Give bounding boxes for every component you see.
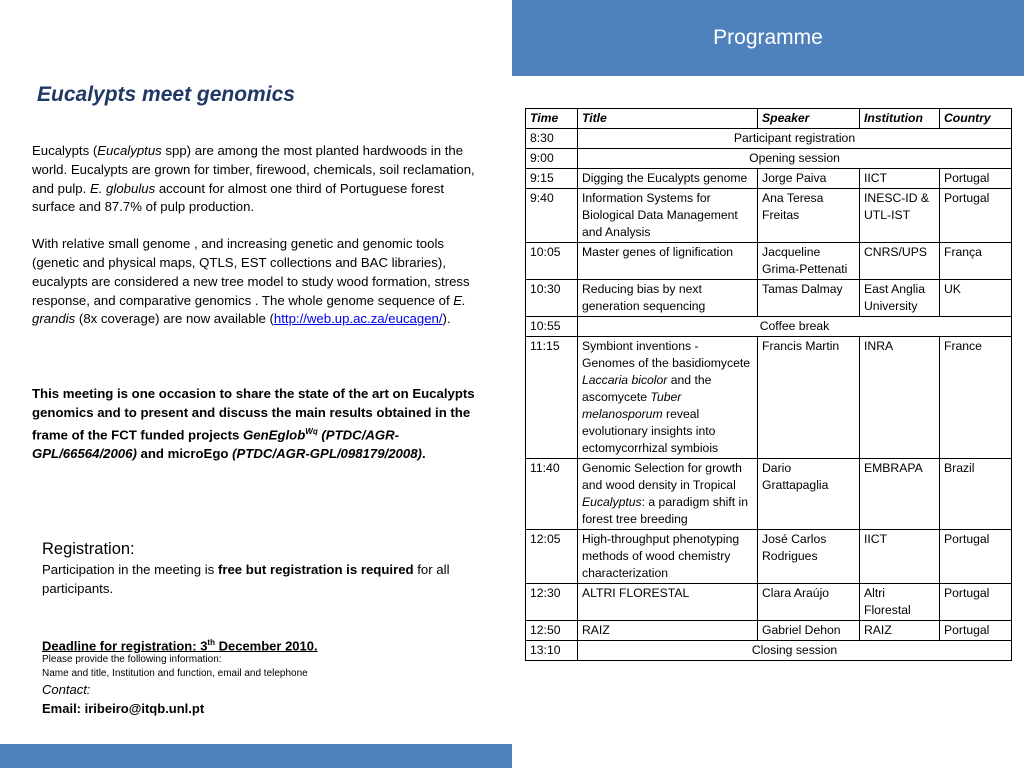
table-row <box>526 317 1012 337</box>
registration-section <box>42 540 482 599</box>
cell-speaker: Ana Teresa Freitas <box>758 189 860 243</box>
cell-speaker: Francis Martin <box>758 337 860 459</box>
intro-text <box>32 142 487 347</box>
cell-session: Participant registration <box>578 129 1012 149</box>
column-header-institution: Institution <box>860 109 940 129</box>
programme-body <box>526 129 1012 661</box>
cell-country: França <box>940 243 1012 280</box>
info-note-1: Please provide the following information: <box>42 654 222 666</box>
cell-speaker: Dario Grattapaglia <box>758 459 860 530</box>
cell-time: 10:55 <box>526 317 578 337</box>
table-row <box>526 621 1012 641</box>
cell-speaker: Tamas Dalmay <box>758 280 860 317</box>
cell-speaker: Jorge Paiva <box>758 169 860 189</box>
cell-session: Opening session <box>578 149 1012 169</box>
cell-title: Digging the Eucalypts genome <box>578 169 758 189</box>
table-row <box>526 337 1012 459</box>
contact-label: Contact: <box>42 682 91 698</box>
cell-title: Reducing bias by next generation sequencing <box>578 280 758 317</box>
cell-title: High-throughput phenotyping methods of wood chemistry characterization <box>578 530 758 584</box>
cell-country: Portugal <box>940 621 1012 641</box>
cell-title: ALTRI FLORESTAL <box>578 584 758 621</box>
cell-time: 12:30 <box>526 584 578 621</box>
table-row <box>526 641 1012 661</box>
table-row <box>526 243 1012 280</box>
cell-country: UK <box>940 280 1012 317</box>
table-row <box>526 459 1012 530</box>
cell-country: Portugal <box>940 169 1012 189</box>
footer-bar <box>0 744 512 768</box>
programme-header-row <box>526 109 1012 129</box>
cell-country: Portugal <box>940 584 1012 621</box>
table-row <box>526 189 1012 243</box>
cell-speaker: José Carlos Rodrigues <box>758 530 860 584</box>
cell-time: 10:05 <box>526 243 578 280</box>
header-bar <box>512 0 1024 76</box>
page-title: Eucalypts meet genomics <box>37 83 295 106</box>
cell-institution: Altri Florestal <box>860 584 940 621</box>
cell-title: RAIZ <box>578 621 758 641</box>
registration-heading: Registration: <box>42 540 135 558</box>
cell-time: 9:00 <box>526 149 578 169</box>
cell-country: Portugal <box>940 530 1012 584</box>
cell-time: 9:15 <box>526 169 578 189</box>
meeting-description: This meeting is one occasion to share the state of the art on Eucalypts genomics and to present and discuss the main results obtained in the frame of the FCT funded projects GenEglob$^{Wq}$ (PTDC/AGR-GPL/66564/2006) and microEgo (PTDC/AGR-GPL/098179/2008). <box>32 386 475 461</box>
programme-heading: Programme <box>713 26 823 49</box>
cell-time: 12:50 <box>526 621 578 641</box>
cell-institution: RAIZ <box>860 621 940 641</box>
table-row <box>526 280 1012 317</box>
intro-paragraph-1: Eucalypts (Eucalyptus spp) are among the most planted hardwoods in the world. Eucalypts are grown for timber, firewood, chemicals, soil reclamation, and pulp. E. globulus account for almost one third of Portuguese forest surface and 87.7% of pulp production. <box>32 143 475 215</box>
cell-institution: INESC-ID & UTL-IST <box>860 189 940 243</box>
cell-country: France <box>940 337 1012 459</box>
cell-session: Closing session <box>578 641 1012 661</box>
cell-institution: IICT <box>860 530 940 584</box>
column-header-title: Title <box>578 109 758 129</box>
cell-institution: East Anglia University <box>860 280 940 317</box>
cell-institution: IICT <box>860 169 940 189</box>
column-header-country: Country <box>940 109 1012 129</box>
cell-title: Information Systems for Biological Data Management and Analysis <box>578 189 758 243</box>
table-row <box>526 530 1012 584</box>
registration-text: Participation in the meeting is free but registration is required for all participants. <box>42 562 450 596</box>
cell-time: 8:30 <box>526 129 578 149</box>
cell-institution: INRA <box>860 337 940 459</box>
deadline-section <box>42 638 482 719</box>
cell-speaker: Gabriel Dehon <box>758 621 860 641</box>
cell-session: Coffee break <box>578 317 1012 337</box>
intro-paragraph-2: With relative small genome , and increasing genetic and genomic tools (genetic and physical maps, QTLS, EST collections and BAC libraries), eucalypts are considered a new tree model to study wood formation, stress response, and comparative genomics . The whole genome sequence of E. grandis (8x coverage) are now available (http://web.up.ac.za/eucagen/). <box>32 236 470 327</box>
column-header-speaker: Speaker <box>758 109 860 129</box>
cell-country: Brazil <box>940 459 1012 530</box>
cell-institution: EMBRAPA <box>860 459 940 530</box>
table-row <box>526 149 1012 169</box>
column-header-time: Time <box>526 109 578 129</box>
cell-time: 10:30 <box>526 280 578 317</box>
cell-speaker: Jacqueline Grima-Pettenati <box>758 243 860 280</box>
cell-time: 9:40 <box>526 189 578 243</box>
cell-time: 12:05 <box>526 530 578 584</box>
cell-institution: CNRS/UPS <box>860 243 940 280</box>
programme-table <box>525 108 1012 661</box>
deadline-label: Deadline for registration: 3th December 2010. <box>42 638 318 654</box>
info-note-2: Name and title, Institution and function, email and telephone <box>42 668 308 680</box>
contact-email[interactable]: Email: iribeiro@itqb.unl.pt <box>42 701 205 717</box>
eucagen-link[interactable]: http://web.up.ac.za/eucagen/ <box>273 311 443 327</box>
cell-time: 11:15 <box>526 337 578 459</box>
cell-country: Portugal <box>940 189 1012 243</box>
table-row <box>526 169 1012 189</box>
cell-time: 13:10 <box>526 641 578 661</box>
table-row <box>526 129 1012 149</box>
table-row <box>526 584 1012 621</box>
cell-title: Symbiont inventions - Genomes of the basidiomycete Laccaria bicolor and the ascomycete Tuber melanosporum reveal evolutionary insights into ectomycorrhizal symbiois <box>578 337 758 459</box>
cell-title: Master genes of lignification <box>578 243 758 280</box>
cell-time: 11:40 <box>526 459 578 530</box>
cell-title: Genomic Selection for growth and wood density in Tropical Eucalyptus: a paradigm shift in forest tree breeding <box>578 459 758 530</box>
cell-speaker: Clara Araújo <box>758 584 860 621</box>
